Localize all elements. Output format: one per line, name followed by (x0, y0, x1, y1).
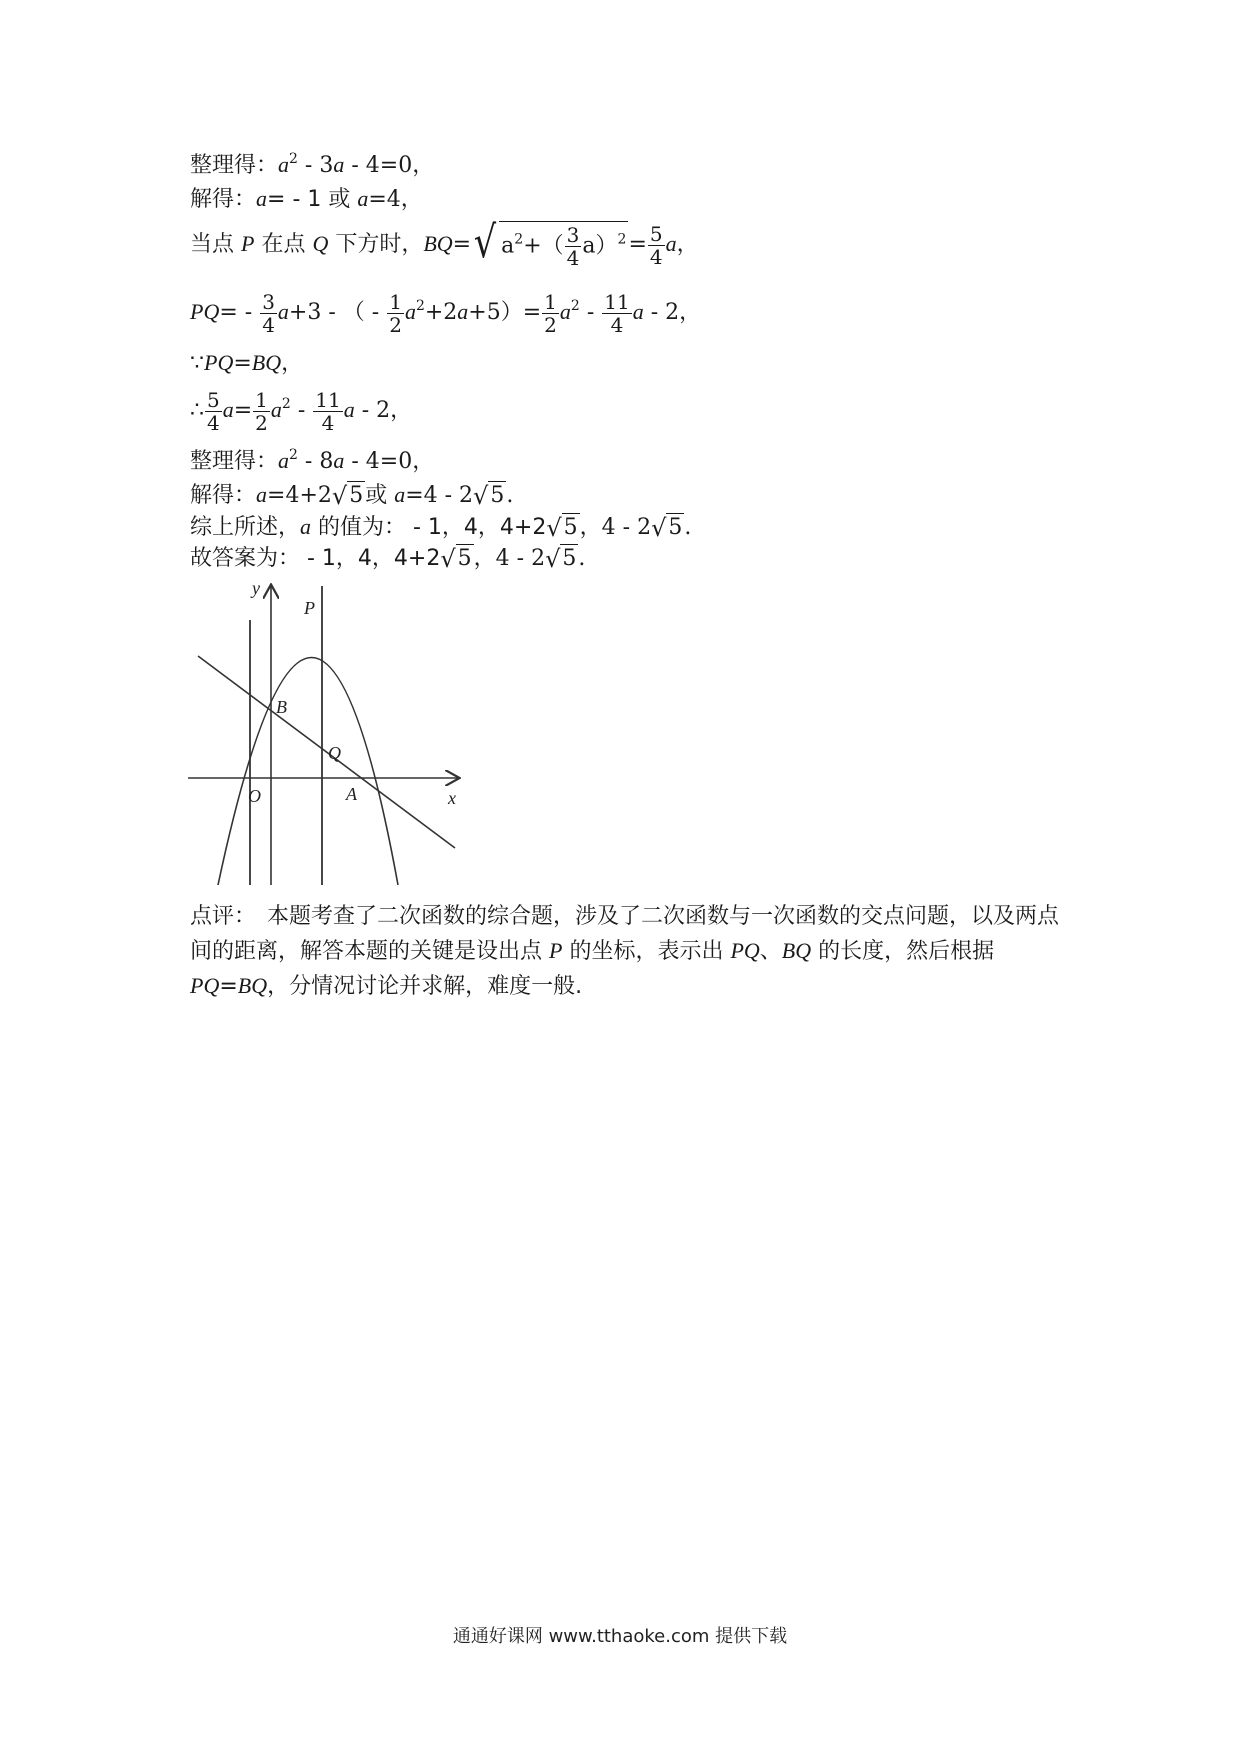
solution-line-7: 整理得：$a^2 - 8a - 4=0$， (190, 447, 435, 474)
page-footer: 通通好课网 www.tthaoke.com 提供下载 (452, 1626, 788, 1647)
label-p: P (304, 598, 315, 618)
solution-line-3: 当点 P 在点 Q 下方时，BQ= √ $a^2+$（ $\frac{3}{4}$ a）$^2$ = $\frac{5}{4}$ a， (190, 217, 699, 270)
solution-line-1: 整理得：$a^2 - 3a - 4=0$， (190, 151, 435, 178)
review-label: 点评： (190, 904, 246, 929)
solution-line-6: ∴ $\frac{5}{4}$ a= $\frac{1}{2}$ $a^2$ - $\frac{11}{4}$ a - 2， (190, 387, 413, 435)
label-a: A (346, 784, 357, 804)
solution-line-2: 解得：a= - 1 或 a=4， (190, 186, 423, 212)
sqrt-expression: √ $a^2+$（ $\frac{3}{4}$ a）$^2$ (473, 217, 627, 270)
label-o: O (248, 786, 261, 806)
function-graph (180, 580, 470, 890)
straight-line (198, 656, 455, 848)
solution-line-5: ∵PQ=BQ， (190, 350, 304, 376)
label-b: B (276, 697, 287, 717)
solution-line-9: 综上所述，a 的值为： - 1，4，4+2 √ 5 ，4 - 2 √ 5 . (190, 514, 692, 542)
label-x: x (448, 788, 456, 808)
solution-line-10: 故答案为： - 1，4，4+2 √ 5 ，4 - 2 √ 5 . (190, 545, 586, 573)
label-q: Q (328, 743, 341, 763)
solution-line-8: 解得：a=4+2 √ 5 或 a=4 - 2 √ 5 . (190, 482, 514, 510)
solution-line-4: PQ= - $\frac{3}{4}$ a+3 - （ - $\frac{1}{2}$ $a^2+2a+5)=$ $\frac{1}{2}$ $a^2$ - $\frac{11}{4}$ a - 2， (190, 289, 702, 337)
label-y: y (252, 580, 260, 598)
review-paragraph: 点评： 本题考查了二次函数的综合题，涉及了二次函数与一次函数的交点问题，以及两点间的距离，解答本题的关键是设出点 P 的坐标，表示出 PQ、BQ 的长度，然后根据 PQ=BQ，分情况讨论并求解，难度一般. (190, 904, 1060, 999)
